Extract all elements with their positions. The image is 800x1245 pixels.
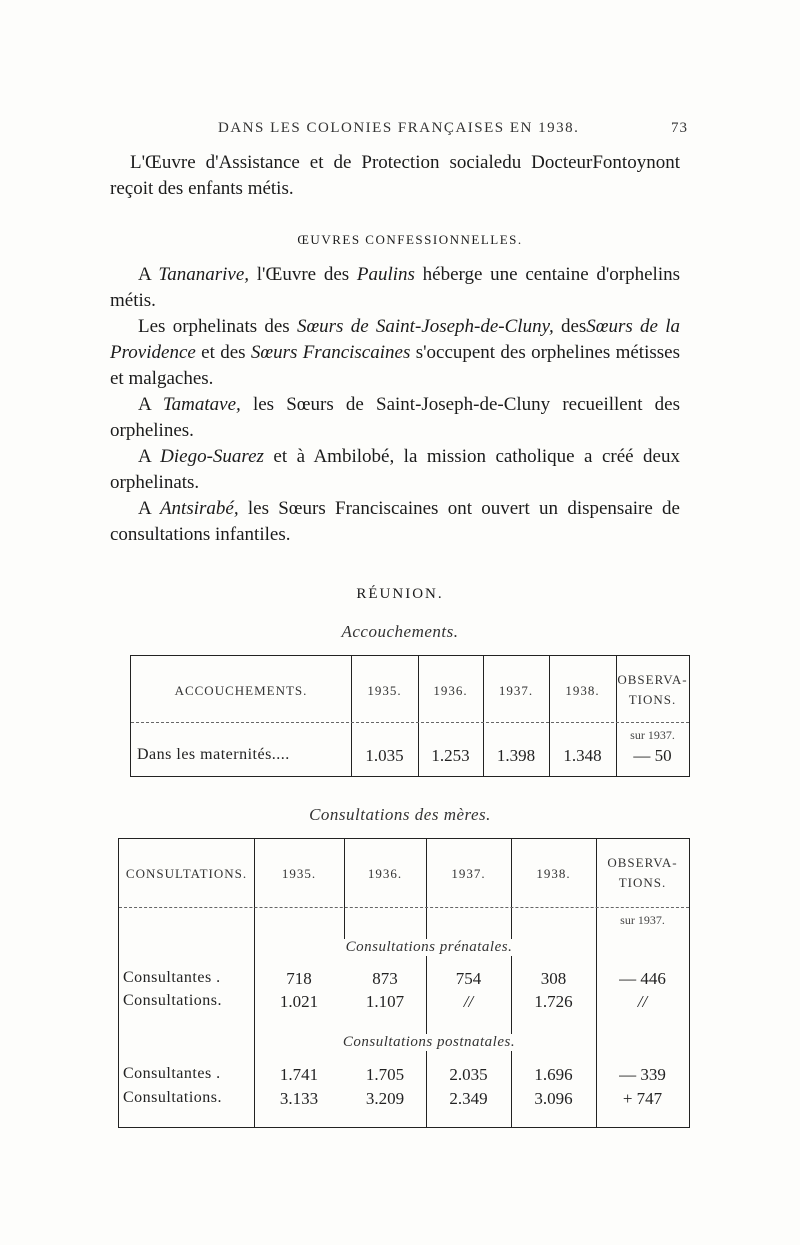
header-1935: 1935. <box>281 866 317 881</box>
p2-text-d: s'occupent des orphelines métisses et malgaches. <box>110 342 680 389</box>
section-postnatales: Consultations postnatales. <box>269 1034 589 1051</box>
value-observations: — 446 <box>619 969 666 988</box>
page-number: 73 <box>671 120 688 136</box>
confessional-text <box>110 262 680 548</box>
column-divider <box>344 839 345 939</box>
org-providence: Sœurs de la Providence <box>110 316 680 363</box>
value-1935: 3.133 <box>279 1089 319 1108</box>
header-consultations: CONSULTATIONS. <box>125 866 248 881</box>
section-heading-reunion: RÉUNION. <box>356 586 444 602</box>
value-1938: 1.696 <box>534 1065 573 1084</box>
prefix-a: A <box>138 264 159 285</box>
table2-caption: Consultations des mères. <box>309 805 491 824</box>
header-observations-b: TIONS. <box>618 875 667 890</box>
value-1937: 2.035 <box>449 1065 488 1084</box>
row-label-maternites: Dans les maternités.... <box>137 746 290 763</box>
org-cluny: Sœurs de Saint-Joseph-de-Cluny, <box>296 316 554 337</box>
p4-text: et à Ambilobé, la mission catholique a créé deux orphelinats. <box>110 446 680 493</box>
note-sur-1937: sur 1937. <box>620 913 665 927</box>
row-label-consultantes: Consultantes . <box>123 969 221 986</box>
value-1936: 1.705 <box>365 1065 405 1084</box>
header-divider <box>119 907 689 908</box>
prefix-a: A <box>138 498 160 519</box>
paragraph-tamatave <box>110 392 680 444</box>
paragraph-diego-suarez <box>110 444 680 496</box>
value-1935: 1.035 <box>365 746 404 765</box>
row-label-consultantes: Consultantes . <box>123 1065 221 1082</box>
place-tamatave: Tamatave, <box>162 394 241 415</box>
value-1938: 308 <box>540 969 567 988</box>
row-label-consultations: Consultations. <box>123 1089 223 1106</box>
value-1935: 1.021 <box>279 992 319 1011</box>
prefix-a: A <box>138 446 161 467</box>
header-1937: 1937. <box>451 866 486 881</box>
p2-text-c: et des <box>195 342 251 363</box>
table1-caption: Accouchements. <box>341 622 459 641</box>
p1-text-b: héberge une centaine d'orphelins métis. <box>110 264 680 311</box>
paragraph-antsirabe <box>110 496 680 548</box>
header-accouchements: ACCOUCHEMENTS. <box>174 683 308 698</box>
value-1935: 1.741 <box>279 1065 319 1084</box>
place-diego-suarez: Diego-Suarez <box>160 446 264 467</box>
header-observations-b: TIONS. <box>628 692 677 707</box>
header-observations-a: OBSERVA- <box>617 672 688 687</box>
org-franciscaines: Sœurs Franciscaines <box>250 342 411 363</box>
value-1936: 3.209 <box>365 1089 405 1108</box>
prefix-a: A <box>138 394 163 415</box>
running-header <box>218 120 688 137</box>
value-observations: — 339 <box>619 1065 666 1084</box>
header-1937: 1937. <box>498 683 534 698</box>
table-accouchements <box>130 655 690 777</box>
value-1936: 1.107 <box>365 992 405 1011</box>
header-1938: 1938. <box>565 683 600 698</box>
table-consultations <box>118 838 690 1128</box>
value-1936: 1.253 <box>431 746 470 765</box>
intro-paragraph <box>110 150 680 202</box>
header-1936: 1936. <box>433 683 468 698</box>
value-1935: 718 <box>286 969 312 988</box>
value-observations: // <box>637 992 648 1011</box>
header-observations-a: OBSERVA- <box>607 855 678 870</box>
p5-text: les Sœurs Franciscaines ont ouvert un dispensaire de consultations infantiles. <box>110 498 680 545</box>
org-paulins: Paulins <box>356 264 415 285</box>
value-1937: 1.398 <box>496 746 536 765</box>
p2-text-b: des <box>553 316 587 337</box>
note-sur-1937: sur 1937. <box>630 728 675 742</box>
value-1936: 873 <box>372 969 398 988</box>
place-antsirabe: Antsirabé, <box>159 498 239 519</box>
section-heading-confessional: ŒUVRES CONFESSIONNELLES. <box>297 232 523 247</box>
header-divider <box>131 722 689 723</box>
running-title: DANS LES COLONIES FRANÇAISES EN 1938. <box>218 120 580 136</box>
value-observations: + 747 <box>622 1089 663 1108</box>
section-prenatales: Consultations prénatales. <box>269 939 589 956</box>
header-1938: 1938. <box>536 866 571 881</box>
header-1935: 1935. <box>367 683 402 698</box>
p3-text: les Sœurs de Saint-Joseph-de-Cluny recueillent des orphelines. <box>110 394 680 441</box>
header-1936: 1936. <box>367 866 403 881</box>
value-observations: — 50 <box>633 746 672 765</box>
paragraph-tananarive <box>110 262 680 314</box>
value-1938: 1.348 <box>563 746 602 765</box>
value-1937: // <box>463 992 474 1011</box>
value-1938: 3.096 <box>534 1089 573 1108</box>
value-1937: 2.349 <box>449 1089 488 1108</box>
intro-text: L'Œuvre d'Assistance et de Protection socialedu DocteurFontoynont reçoit des enfants métis. <box>110 152 680 199</box>
paragraph-orphelinats <box>110 314 680 392</box>
place-tananarive: Tananarive, <box>158 264 250 285</box>
p2-text-a: Les orphelinats des <box>138 316 297 337</box>
value-1938: 1.726 <box>534 992 573 1011</box>
p1-text-a: l'Œuvre des <box>249 264 357 285</box>
row-label-consultations: Consultations. <box>123 992 223 1009</box>
value-1937: 754 <box>455 969 482 988</box>
